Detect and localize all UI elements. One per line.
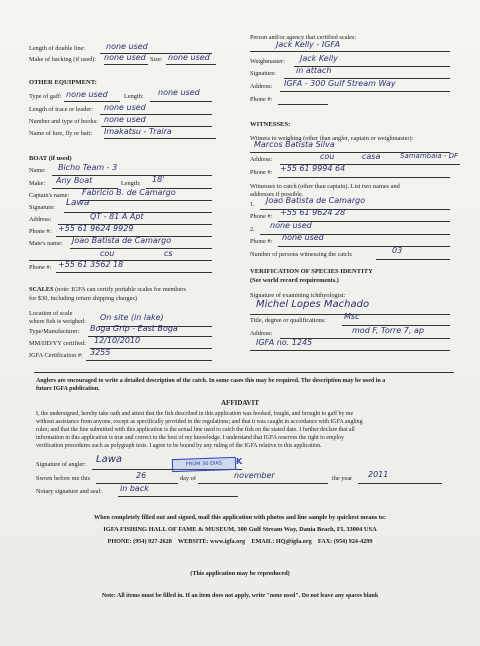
mate-phone-label: Phone #: xyxy=(29,264,52,271)
mate-phone-value[interactable]: +55 61 3562 18 xyxy=(58,260,124,269)
mate-phone-underline xyxy=(56,272,212,273)
angler-signature-label: Signature of angler: xyxy=(36,461,87,468)
trace-length-value[interactable]: none used xyxy=(104,103,146,112)
witness-phone-value[interactable]: +55 61 9994 64 xyxy=(280,164,346,173)
backing-size-value[interactable]: none used xyxy=(168,53,210,62)
witness-2-number: 2. xyxy=(250,226,255,233)
signature-value[interactable]: in attach xyxy=(296,66,332,75)
notary-value[interactable]: in back xyxy=(120,484,149,493)
backing-size-underline xyxy=(166,64,216,65)
igfa-cert-underline xyxy=(86,360,212,361)
make-backing-value[interactable]: none used xyxy=(104,53,146,62)
boat-name-label: Name: xyxy=(29,167,46,174)
type-manufacturer-value[interactable]: Boga Grip - East Boga xyxy=(90,324,178,333)
make-backing-label: Make of backing (if used): xyxy=(29,56,97,63)
affidavit-line3: rules; and that the line submitted with this application is the actual line used to catch the fish on the stated date. I further declare that all xyxy=(36,427,355,433)
year-label: the year xyxy=(332,475,353,482)
date-certified-value[interactable]: 12/10/2010 xyxy=(94,336,141,345)
captain-address-value[interactable]: QT - 81 A Apt xyxy=(90,212,144,221)
mate-address-value-2[interactable]: cs xyxy=(164,249,173,258)
witness-catch-label-2: addresses if possible. xyxy=(250,191,304,198)
gaff-length-underline xyxy=(150,101,212,102)
witness-address-label: Address: xyxy=(250,156,273,163)
anglers-note-line2: future IGFA publication. xyxy=(36,386,100,392)
lure-label: Name of lure, fly or bait: xyxy=(29,130,92,137)
number-witnessing-value[interactable]: 03 xyxy=(392,246,403,255)
lure-underline xyxy=(104,138,216,139)
location-scales-value[interactable]: On site (in lake) xyxy=(100,313,164,322)
witness-1-phone-label: Phone #: xyxy=(250,213,273,220)
ichthyologist-signature-value[interactable]: Michel Lopes Machado xyxy=(256,299,370,310)
scales-note-line2: for $30, including return shipping charges) xyxy=(29,295,137,302)
affidavit-line2: without assistance from anyone, except as specifically provided in the regulations; and that it was caught in accordance with IGFA angling xyxy=(36,419,363,425)
mailing-address: IGFA FISHING HALL OF FAME & MUSEUM, 300 Gulf Stream Way, Dania Beach, FL 33004 USA xyxy=(103,526,377,533)
person-agency-value[interactable]: Jack Kelly - IGFA xyxy=(276,40,341,49)
phone-underline xyxy=(278,104,328,105)
anglers-note-line1: Anglers are encouraged to write a detailed description of the catch. In some cases this may be required. The description may be used in a xyxy=(36,378,386,384)
boat-heading: BOAT (if used) xyxy=(29,155,72,162)
affidavit-line4: information in this application is true and correct to the best of my knowledge. I understand that IGFA reserves the right to employ xyxy=(36,435,344,441)
weighmaster-label: Weighmaster: xyxy=(250,58,285,65)
angler-signature-value[interactable]: Lawa xyxy=(96,454,123,465)
trace-length-label: Length of trace or leader: xyxy=(29,106,93,113)
boat-make-value[interactable]: Any Boat xyxy=(56,176,93,185)
official-stamp: FROM 30 DIAS xyxy=(172,457,236,472)
phone-label: Phone #: xyxy=(250,96,273,103)
day-of-label: day of xyxy=(180,475,196,482)
contact-fax: FAX: (954) 924-4299 xyxy=(317,538,373,545)
verification-subheading: (See world record requirements.) xyxy=(250,277,339,284)
captain-underline xyxy=(80,200,212,201)
igfa-cert-value[interactable]: 3255 xyxy=(90,348,111,357)
section-divider xyxy=(34,372,454,373)
witness-2-value[interactable]: none used xyxy=(270,221,312,230)
verification-heading: VERIFICATION OF SPECIES IDENTITY xyxy=(250,268,373,275)
witness-address-value[interactable]: cou xyxy=(320,152,335,161)
stamp-mark-icon: K xyxy=(236,457,243,466)
signature-label: Signature: xyxy=(250,70,276,77)
scales-note-text1: (note: IGFA can certify portable scales for members xyxy=(55,286,186,293)
witness-catch-label-1: Witnesses to catch (other than captain). List two names and xyxy=(250,183,400,190)
captain-signature-value[interactable]: Lawa xyxy=(66,198,90,208)
gaff-type-label: Type of gaff: xyxy=(29,93,62,100)
affidavit-line1: I, the undersigned, hereby take oath and attest that the fish described in this application was hooked, fought, and brought to gaff by me xyxy=(36,411,354,417)
witness-2-phone-label: Phone #: xyxy=(250,238,273,245)
location-scales-label-1: Location of scale xyxy=(29,310,73,317)
sworn-label: Sworn before me this xyxy=(36,475,91,482)
captain-value[interactable]: Fabricio B. de Camargo xyxy=(82,188,176,197)
captain-address-label: Address: xyxy=(29,216,52,223)
location-scales-label-2: where fish is weighed: xyxy=(29,318,86,325)
length-double-line-value[interactable]: none used xyxy=(106,42,148,51)
captain-phone-value[interactable]: +55 61 9624 9929 xyxy=(58,224,134,233)
contact-phone: PHONE: (954) 927-2628 xyxy=(107,538,172,545)
witness-2-phone-underline xyxy=(278,246,450,247)
gaff-length-label: Length: xyxy=(124,93,144,100)
backing-size-label: Size: xyxy=(150,56,163,63)
mate-value[interactable]: Joao Batista de Camargo xyxy=(72,236,172,245)
sworn-month-value[interactable]: november xyxy=(234,471,275,480)
ichthyologist-extra-underline xyxy=(250,350,450,351)
sworn-year-value[interactable]: 2011 xyxy=(368,470,389,479)
type-manufacturer-label: Type/Manufacturer: xyxy=(29,328,80,335)
notary-label: Notary signature and seal: xyxy=(36,488,102,495)
witness-1-number: 1. xyxy=(250,201,255,208)
ichthyologist-extra-value[interactable]: IGFA no. 1245 xyxy=(256,338,313,347)
witness-1-value[interactable]: Joao Batista de Camargo xyxy=(266,196,366,205)
sworn-day-value[interactable]: 26 xyxy=(136,471,147,480)
person-agency-underline xyxy=(250,51,450,52)
make-backing-underline xyxy=(104,64,148,65)
person-agency-label: Person and/or agency that certified scales: xyxy=(250,34,357,41)
captain-label: Captain's name: xyxy=(29,192,70,199)
witness-phone-label: Phone #: xyxy=(250,169,273,176)
sworn-year-underline xyxy=(358,483,442,484)
gaff-length-value[interactable]: none used xyxy=(158,88,200,97)
witness-weighing-label: Witness to weighing (other than angler, captain or weighmaster): xyxy=(250,135,414,142)
igfa-cert-label: IGFA Certification #: xyxy=(29,352,83,359)
ichthyologist-address-value[interactable]: mod F, Torre 7, ap xyxy=(352,326,424,335)
witness-weighing-value[interactable]: Marcos Batista Silva xyxy=(254,140,335,149)
reproduced-note: (This application may be reproduced) xyxy=(190,570,290,577)
notary-underline xyxy=(118,496,238,497)
gaff-type-value[interactable]: none used xyxy=(66,90,108,99)
contact-line xyxy=(0,538,480,545)
witness-phone-underline xyxy=(278,177,450,178)
sworn-month-underline xyxy=(198,483,328,484)
mail-instructions: When completely filled out and signed, mail this application with photos and line sample by quickest means to: xyxy=(94,514,386,521)
witness-address-value-3[interactable]: Samambaia - DF xyxy=(400,152,459,160)
address-underline xyxy=(280,91,450,92)
affidavit-heading: AFFIDAVIT xyxy=(221,399,259,407)
boat-length-value[interactable]: 18' xyxy=(152,175,165,184)
mate-underline xyxy=(70,248,212,249)
other-equipment-heading: OTHER EQUIPMENT: xyxy=(29,79,97,86)
title-degree-label: Title, degree or qualifications: xyxy=(250,317,327,324)
hooks-label: Number and type of hooks: xyxy=(29,118,98,125)
mate-label: Mate's name: xyxy=(29,240,63,247)
length-double-line-label: Length of double line: xyxy=(29,45,86,52)
mate-address-value-1[interactable]: cou xyxy=(100,249,115,258)
captain-signature-label: Signature: xyxy=(29,204,55,211)
title-degree-value[interactable]: Msc xyxy=(344,312,360,321)
boat-length-label: Length: xyxy=(121,180,141,187)
witness-1-phone-value[interactable]: +55 61 9624 28 xyxy=(280,208,346,217)
boat-name-value[interactable]: Bicho Team - 3 xyxy=(58,163,118,172)
date-certified-label: MM/DD/YY certified: xyxy=(29,340,86,347)
captain-phone-label: Phone #: xyxy=(29,228,52,235)
contact-email[interactable]: EMAIL: HQ@igfa.org xyxy=(251,538,312,545)
affidavit-line5: verification procedures such as polygraph tests. I agree to be bound by any ruling of the IGFA relative to this application. xyxy=(36,443,322,449)
ichthyologist-address-label: Address: xyxy=(250,330,273,337)
scales-note-line1 xyxy=(29,286,186,293)
witness-address-value-2[interactable]: casa xyxy=(362,152,381,161)
witness-2-phone-value[interactable]: none used xyxy=(282,233,324,242)
gaff-type-underline xyxy=(64,101,120,102)
scales-note-bold: SCALES xyxy=(29,286,54,293)
contact-website[interactable]: WEBSITE: www.igfa.org xyxy=(177,538,246,545)
hooks-value[interactable]: none used xyxy=(104,115,146,124)
witnesses-heading: WITNESSES: xyxy=(250,121,291,128)
address-label: Address: xyxy=(250,83,273,90)
ichthyologist-signature-label: Signature of examining ichthyologist: xyxy=(250,292,346,299)
boat-make-label: Make: xyxy=(29,180,46,187)
number-witnessing-underline xyxy=(376,259,450,260)
weighmaster-value[interactable]: Jack Kelly xyxy=(300,54,338,63)
lure-value[interactable]: Imakatsu - Traira xyxy=(104,127,172,136)
address-value[interactable]: IGFA - 300 Gulf Stream Way xyxy=(284,79,396,88)
fill-all-note: Note: All items must be filled in. If an item does not apply, write "none used". Do not leave any spaces blank xyxy=(101,593,379,599)
number-witnessing-label: Number of persons witnessing the catch: xyxy=(250,251,353,258)
